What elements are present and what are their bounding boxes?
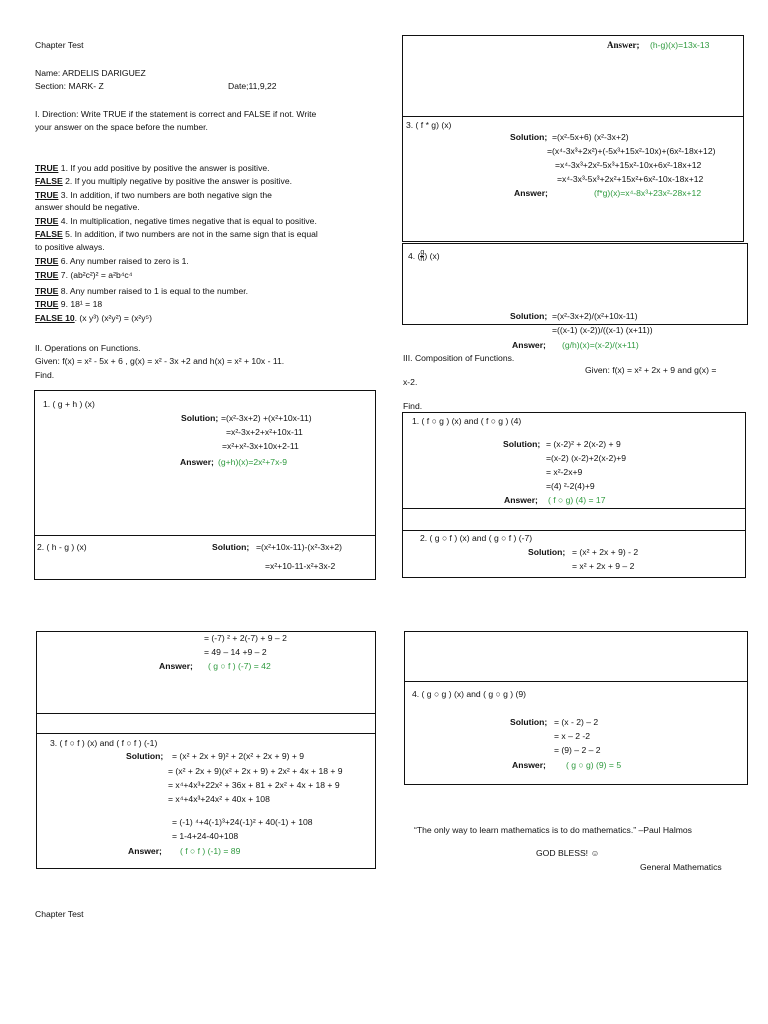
closing-blessing: GOD BLESS! ☺ — [536, 848, 600, 858]
tf-answer: TRUE — [35, 190, 59, 200]
solution-label: Solution; — [510, 132, 548, 142]
tf-statement: 9. 18¹ = 18 — [58, 299, 103, 309]
solution-label: Solution; — [181, 413, 219, 423]
list-item — [35, 270, 132, 281]
answer-value: (g+h)(x)=2x²+7x-9 — [218, 457, 288, 467]
solution-line: = x⁴+4x³+22x² + 36x + 81 + 2x² + 4x + 18 + 9 — [168, 780, 340, 790]
subject-name: General Mathematics — [640, 862, 722, 872]
divider — [402, 530, 746, 531]
answer-value: (g/h)(x)=(x-2)/(x+11) — [562, 340, 639, 350]
problem-label: 2. ( h - g ) (x) — [37, 542, 87, 552]
list-item — [35, 242, 105, 253]
problem-label: 4. ( g ○ g ) (x) and ( g ○ g ) (9) — [412, 689, 527, 699]
answer-value: ( g ○ f ) (-7) = 42 — [208, 661, 271, 671]
tf-answer: TRUE — [35, 299, 59, 309]
solution-line: = (-7) ² + 2(-7) + 9 – 2 — [204, 633, 287, 643]
list-item — [35, 202, 140, 213]
solution-label: Solution; — [510, 311, 548, 321]
list-item — [35, 256, 189, 267]
solution-line: =(x²+10x-11)-(x²-3x+2) — [256, 542, 343, 552]
tf-answer: FALSE — [35, 229, 63, 239]
part2-given: Given: f(x) = x² - 5x + 6 , g(x) = x² - 3x +2 and h(x) = x² + 10x - 11. — [35, 356, 285, 366]
answer-label: Answer; — [128, 846, 162, 856]
problem-number: 4. — [408, 250, 416, 261]
problem-label: 3. ( f ○ f ) (x) and ( f ○ f ) (-1) — [50, 738, 158, 748]
part3-given-cont: x-2. — [403, 377, 418, 387]
list-item — [35, 190, 272, 201]
solution-label: Solution; — [528, 547, 566, 557]
divider — [402, 508, 746, 509]
closing-quote: “The only way to learn mathematics is to do mathematics.” –Paul Halmos — [414, 825, 692, 835]
solution-line: =x⁴-3x³-5x³+2x²+15x²+6x²-10x-18x+12 — [557, 174, 704, 184]
problem-label: 1. ( g + h ) (x) — [43, 399, 95, 409]
solution-line: = (x² + 2x + 9) - 2 — [572, 547, 639, 557]
problem-label: 1. ( f ○ g ) (x) and ( f ○ g ) (4) — [412, 416, 522, 426]
solution-line: = x²-2x+9 — [546, 467, 583, 477]
solution-line: = (x-2)² + 2(x-2) + 9 — [546, 439, 621, 449]
fraction-denominator: h — [420, 256, 425, 263]
list-item — [35, 163, 270, 174]
tf-answer: TRUE — [35, 270, 59, 280]
page-footer-title: Chapter Test — [35, 909, 84, 919]
part2-find: Find. — [35, 370, 55, 380]
direction-line-1: I. Direction: Write TRUE if the statement is correct and FALSE if not. Write — [35, 109, 317, 119]
tf-statement: 3. In addition, if two numbers are both negative sign the — [58, 190, 272, 200]
solution-line: =((x-1) (x-2))/((x-1) (x+11)) — [552, 325, 653, 335]
student-name: Name: ARDELIS DARIGUEZ — [35, 68, 146, 78]
part3-find: Find. — [403, 401, 423, 411]
list-item — [35, 216, 317, 227]
part2-heading: II. Operations on Functions. — [35, 343, 141, 353]
solution-line: = (x² + 2x + 9)(x² + 2x + 9) + 2x² + 4x + 18 + 9 — [168, 766, 343, 776]
tf-answer: TRUE — [35, 216, 59, 226]
direction-line-2: your answer on the space before the number. — [35, 122, 208, 132]
doc-title: Chapter Test — [35, 40, 84, 50]
answer-value: ( f ○ f ) (-1) = 89 — [180, 846, 241, 856]
divider — [402, 116, 744, 117]
problem-label: 2. ( g ○ f ) (x) and ( g ○ f ) (-7) — [420, 533, 533, 543]
answer-label: Answer; — [512, 340, 546, 350]
answer-label: Answer; — [607, 40, 640, 50]
list-item — [35, 176, 292, 187]
answer-label: Answer; — [504, 495, 538, 505]
tf-statement: 7. (ab²c²)² = a²b⁴c⁴ — [58, 270, 133, 280]
date-field: Date;11,9,22 — [228, 81, 277, 91]
solution-line: = x⁴+4x³+24x² + 40x + 108 — [168, 794, 270, 804]
divider — [36, 713, 376, 714]
tf-statement: 6. Any number raised to zero is 1. — [58, 256, 189, 266]
section-field: Section: MARK- Z — [35, 81, 104, 91]
fraction-g-over-h — [420, 250, 424, 263]
tf-statement: answer should be negative. — [35, 202, 140, 212]
tf-answer: FALSE 10 — [35, 313, 75, 323]
problem-label: 4. ( $\frac{g}{h}$ ) (x) — [408, 249, 440, 263]
solution-line: = (x - 2) – 2 — [554, 717, 599, 727]
divider — [34, 535, 376, 536]
solution-line: =x²-3x+2+x²+10x-11 — [226, 427, 303, 437]
part3-given: Given: f(x) = x² + 2x + 9 and g(x) = — [585, 365, 717, 375]
tf-answer: TRUE — [35, 286, 59, 296]
answer-label: Answer; — [514, 188, 548, 198]
solution-line: = x – 2 -2 — [554, 731, 591, 741]
tf-statement: 4. In multiplication, negative times negative that is equal to positive. — [58, 216, 317, 226]
solution-label: Solution; — [126, 751, 164, 761]
divider — [36, 733, 376, 734]
part3-heading: III. Composition of Functions. — [403, 353, 515, 363]
answer-value: (f*g)(x)=x⁴-8x³+23x²-28x+12 — [594, 188, 702, 198]
solution-label: Solution; — [212, 542, 250, 552]
solution-line: =(x²-5x+6) (x²-3x+2) — [552, 132, 629, 142]
tf-statement: 5. In addition, if two numbers are not in the same sign that is equal — [62, 229, 318, 239]
solution-label: Solution; — [503, 439, 541, 449]
solution-line: =x²+x²-3x+10x+2-11 — [222, 441, 299, 451]
solution-line: = x² + 2x + 9 – 2 — [572, 561, 635, 571]
tf-statement: . (x y³) (x²y²) = (x²y⁵) — [74, 313, 152, 323]
problem-label: 3. ( f * g) (x) — [406, 120, 452, 130]
solution-line: =(x²-3x+2)/(x²+10x-11) — [552, 311, 638, 321]
tf-statement: 1. If you add positive by positive the answer is positive. — [58, 163, 270, 173]
solution-line: =(x⁴-3x³+2x²)+(-5x³+15x²-10x)+(6x²-18x+12) — [547, 146, 716, 156]
answer-label: Answer; — [159, 661, 193, 671]
solution-line: =x²+10-11-x²+3x-2 — [265, 561, 336, 571]
solution-line: = (9) – 2 – 2 — [554, 745, 601, 755]
solution-label: Solution; — [510, 717, 548, 727]
solution-line: = 1-4+24-40+108 — [172, 831, 239, 841]
answer-label: Answer; — [180, 457, 214, 467]
solution-line: =(4) ²-2(4)+9 — [546, 481, 595, 491]
tf-answer: FALSE — [35, 176, 63, 186]
divider — [404, 681, 748, 682]
list-item — [35, 286, 248, 297]
list-item — [35, 299, 102, 310]
solution-line: =x⁴-3x³+2x²-5x³+15x²-10x+6x²-18x+12 — [555, 160, 702, 170]
answer-label: Answer; — [512, 760, 546, 770]
problem-variable: (x) — [429, 250, 440, 261]
list-item — [35, 313, 152, 324]
solution-line: = (-1) ⁴+4(-1)³+24(-1)² + 40(-1) + 108 — [172, 817, 313, 827]
list-item — [35, 229, 318, 240]
tf-statement: 2. If you multiply negative by positive the answer is positive. — [62, 176, 292, 186]
solution-line: = 49 – 14 +9 – 2 — [204, 647, 267, 657]
solution-line: = (x² + 2x + 9)² + 2(x² + 2x + 9) + 9 — [172, 751, 305, 761]
tf-statement: to positive always. — [35, 242, 105, 252]
fraction-numerator: g — [420, 249, 425, 256]
solution-line: =(x-2) (x-2)+2(x-2)+9 — [546, 453, 626, 463]
tf-answer: TRUE — [35, 256, 59, 266]
answer-value: ( g ○ g) (9) = 5 — [566, 760, 622, 770]
answer-value: ( f ○ g) (4) = 17 — [548, 495, 606, 505]
tf-answer: TRUE — [35, 163, 59, 173]
answer-value: (h-g)(x)=13x-13 — [650, 40, 710, 50]
solution-line: =(x²-3x+2) +(x²+10x-11) — [221, 413, 312, 423]
tf-statement: 8. Any number raised to 1 is equal to the number. — [58, 286, 249, 296]
